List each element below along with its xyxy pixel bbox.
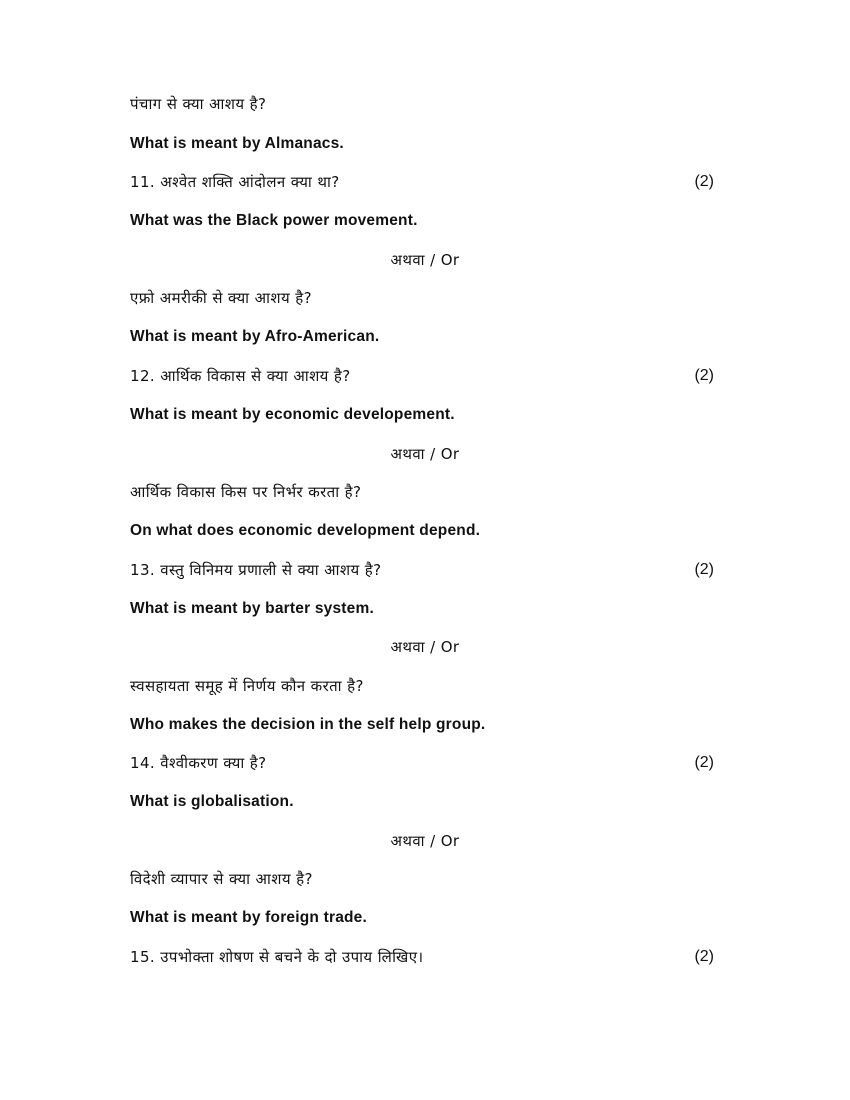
question-10-english-alternate — [130, 132, 720, 156]
line-text: What is meant by barter system. — [130, 600, 374, 617]
line-text: 12. आर्थिक विकास से क्या आशय है? — [130, 367, 351, 385]
marks-label: (2) — [694, 561, 714, 578]
question-13-english — [130, 597, 720, 621]
marks-label: (2) — [694, 367, 714, 384]
question-11-english-alternate — [130, 325, 720, 349]
question-12-hindi-alternate — [130, 480, 720, 504]
line-text: What is meant by economic developement. — [130, 406, 455, 423]
line-text: अथवा / Or — [390, 832, 460, 850]
question-10-hindi-alternate — [130, 92, 720, 116]
marks-label: (2) — [694, 173, 714, 190]
question-13-hindi — [130, 558, 720, 582]
line-text: What is meant by Almanacs. — [130, 135, 344, 152]
question-13-english-alternate — [130, 713, 720, 737]
question-13-hindi-alternate — [130, 674, 720, 698]
marks-label: (2) — [694, 948, 714, 965]
line-text: विदेशी व्यापार से क्या आशय है? — [130, 870, 313, 888]
question-14-hindi — [130, 751, 720, 775]
question-14-english-alternate — [130, 906, 720, 930]
line-text: What is meant by Afro-American. — [130, 328, 380, 345]
line-text: आर्थिक विकास किस पर निर्भर करता है? — [130, 483, 362, 501]
line-text: What is globalisation. — [130, 793, 294, 810]
line-text: अथवा / Or — [390, 251, 460, 269]
line-text: अथवा / Or — [390, 445, 460, 463]
line-text: On what does economic development depend. — [130, 522, 481, 539]
line-text: 13. वस्तु विनिमय प्रणाली से क्या आशय है? — [130, 561, 382, 579]
or-separator — [100, 248, 750, 272]
line-text: 15. उपभोक्ता शोषण से बचने के दो उपाय लिखिए। — [130, 948, 424, 966]
question-12-english — [130, 403, 720, 427]
line-text: पंचाग से क्या आशय है? — [130, 95, 267, 113]
line-text: What was the Black power movement. — [130, 212, 418, 229]
question-12-hindi — [130, 364, 720, 388]
question-11-english — [130, 209, 720, 233]
line-text: एफ्रो अमरीकी से क्या आशय है? — [130, 289, 312, 307]
question-12-english-alternate — [130, 519, 720, 543]
line-text: 14. वैश्वीकरण क्या है? — [130, 754, 267, 772]
question-11-hindi — [130, 170, 720, 194]
question-11-hindi-alternate — [130, 286, 720, 310]
line-text: 11. अश्वेत शक्ति आंदोलन क्या था? — [130, 173, 340, 191]
line-text: Who makes the decision in the self help group. — [130, 716, 486, 733]
or-separator — [100, 829, 750, 853]
or-separator — [100, 635, 750, 659]
marks-label: (2) — [694, 754, 714, 771]
line-text: अथवा / Or — [390, 638, 460, 656]
question-14-hindi-alternate — [130, 867, 720, 891]
question-14-english — [130, 790, 720, 814]
line-text: स्वसहायता समूह में निर्णय कौन करता है? — [130, 677, 364, 695]
or-separator — [100, 442, 750, 466]
question-15-hindi — [130, 945, 720, 969]
line-text: What is meant by foreign trade. — [130, 909, 368, 926]
